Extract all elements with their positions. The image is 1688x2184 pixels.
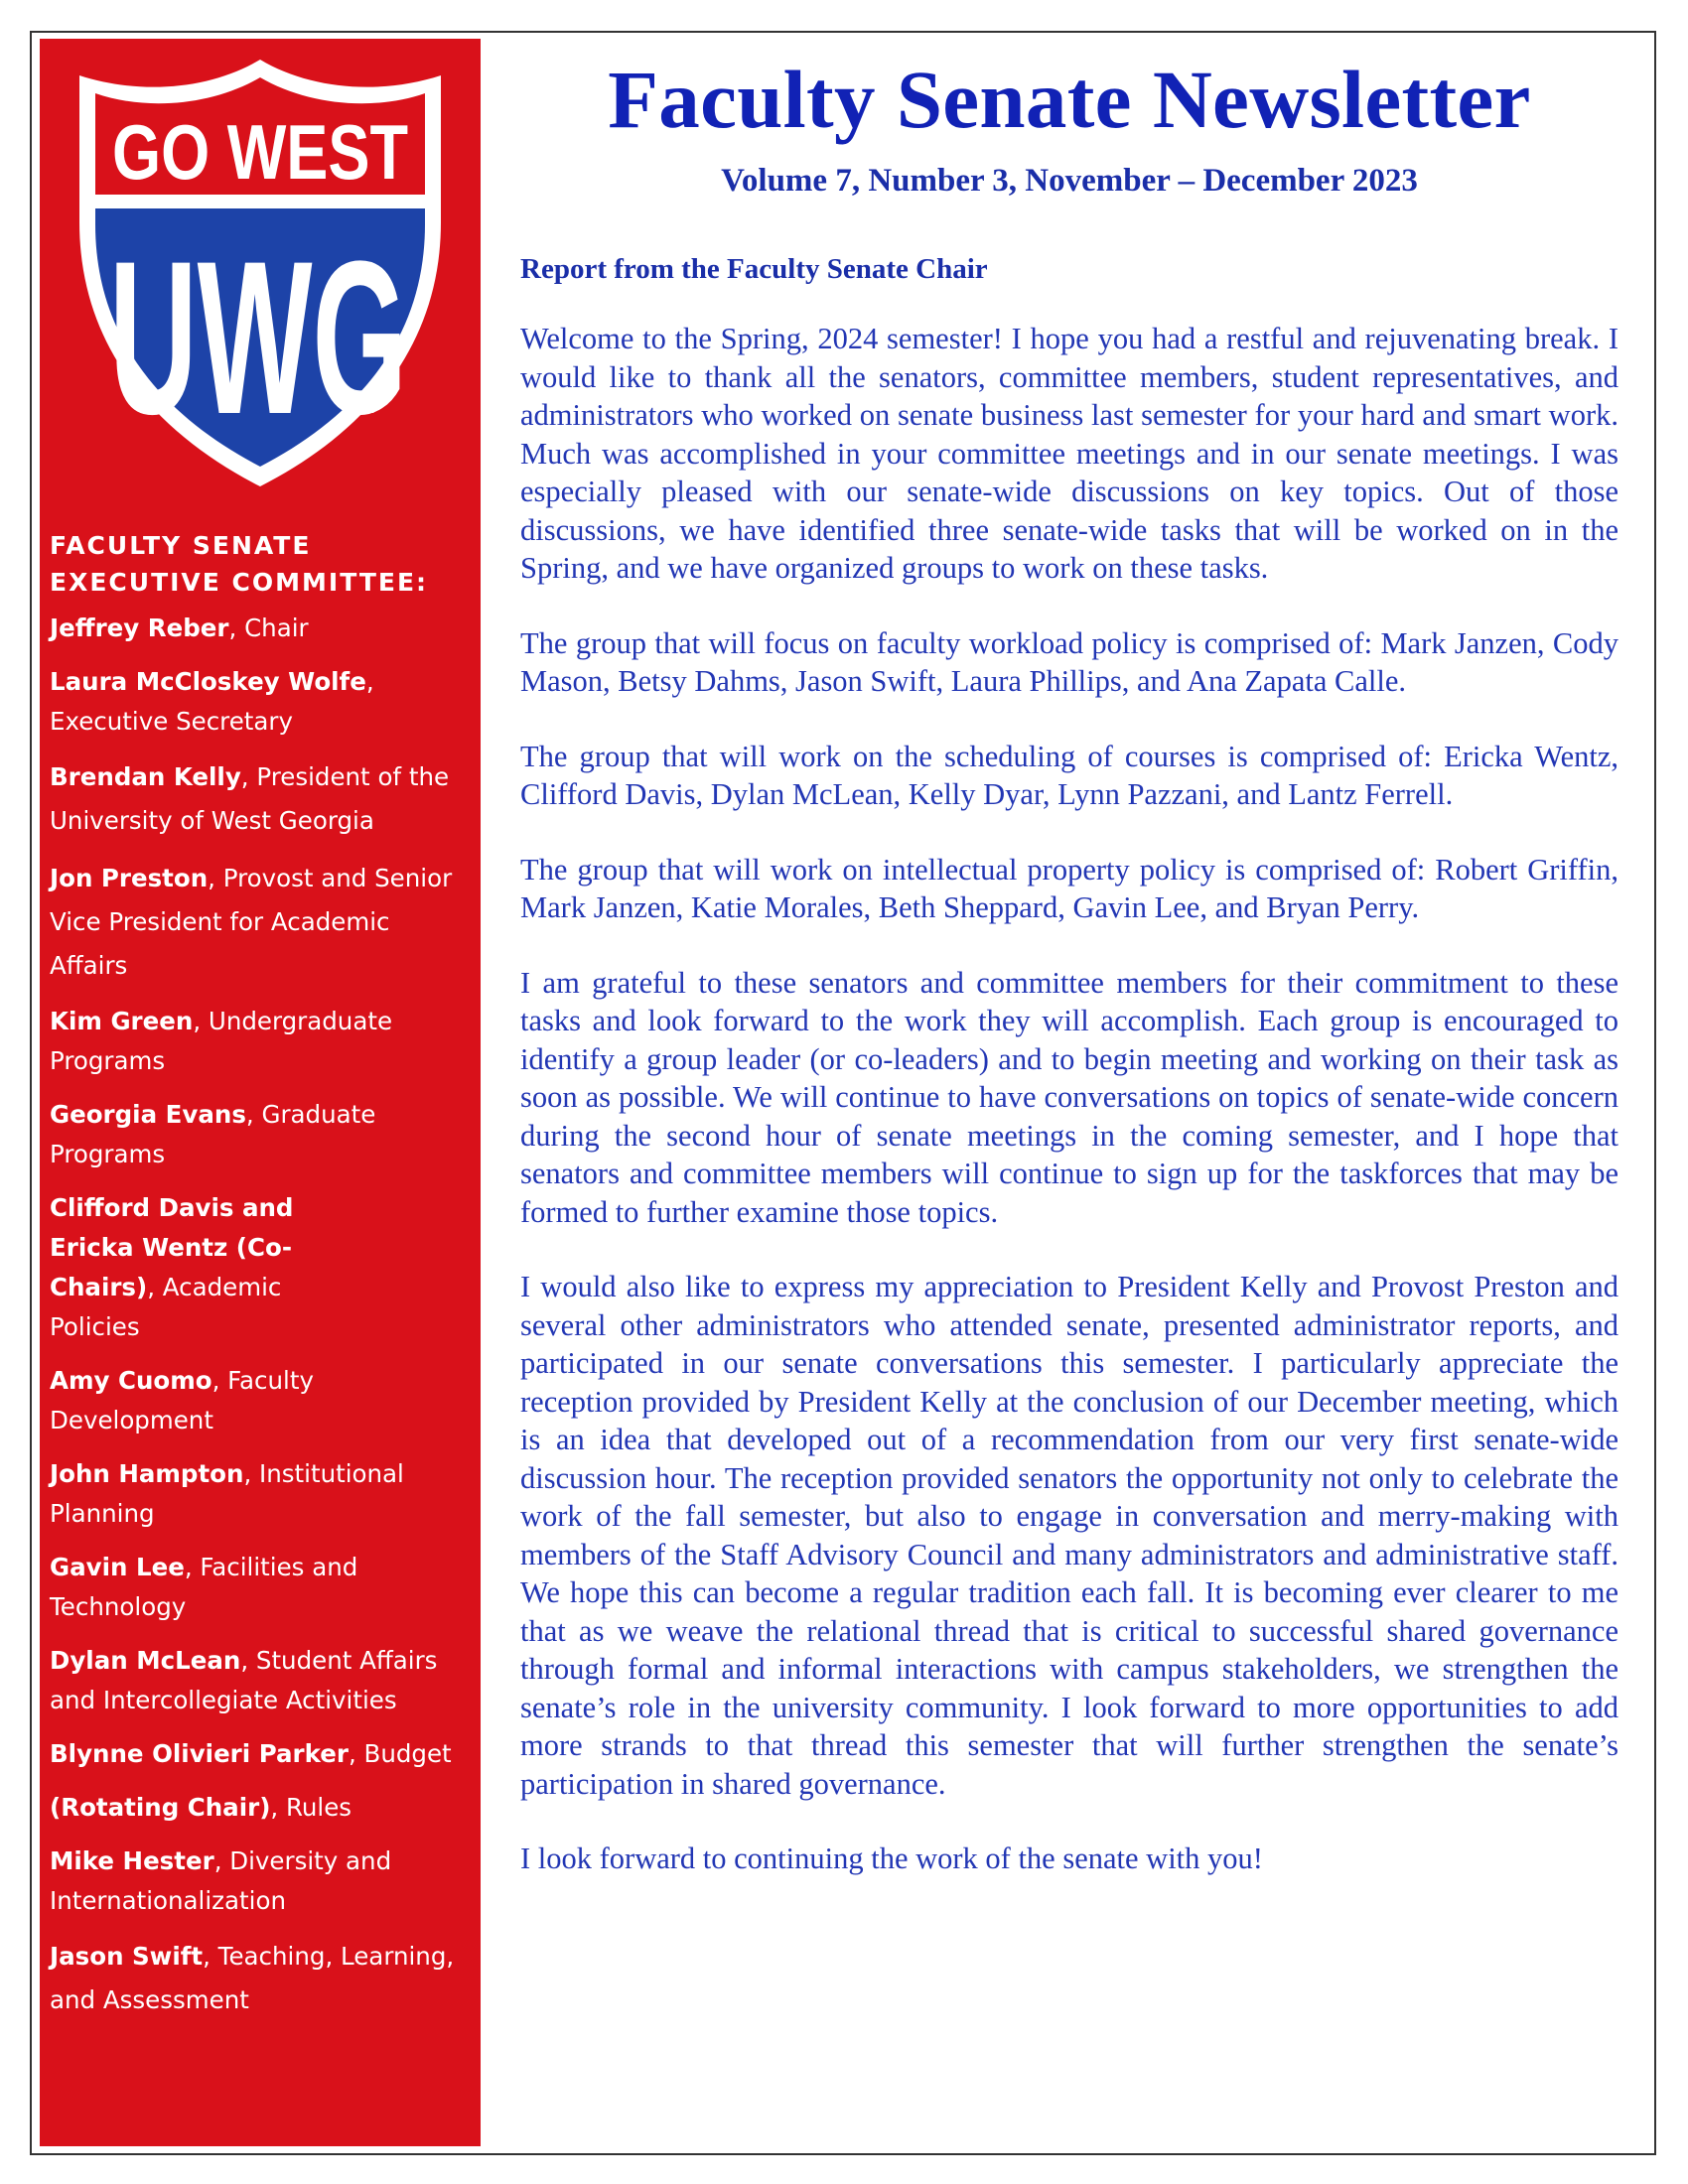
committee-heading-line1: FACULTY SENATE <box>50 531 312 560</box>
report-paragraph: The group that will focus on faculty workload policy is comprised of: Mark Janzen, Cody Mason, Betsy Dahms, Jason Swift, Laura Phillips, and Ana Zapata Calle. <box>520 625 1618 698</box>
member-role: , Graduate Programs <box>50 1100 376 1168</box>
member-name: Jeffrey Reber <box>50 614 229 642</box>
member-name: Gavin Lee <box>50 1553 185 1581</box>
committee-member <box>50 1002 477 1081</box>
member-role: , Faculty Development <box>50 1366 314 1434</box>
member-role: , Student Affairs and Intercollegiate Activities <box>50 1646 438 1714</box>
report-closing: I look forward to continuing the work of the senate with you! <box>520 1842 1263 1875</box>
committee-member <box>50 1548 477 1627</box>
committee-member <box>50 1734 477 1774</box>
member-name: Georgia Evans <box>50 1100 246 1129</box>
member-role: , Teaching, Learning, and Assessment <box>50 1942 455 2014</box>
logo-trademark: TM <box>353 400 375 417</box>
uwg-shield-logo <box>62 54 459 492</box>
report-heading: Report from the Faculty Senate Chair <box>520 253 988 285</box>
committee-member <box>50 1935 477 2022</box>
committee-member <box>50 662 477 742</box>
report-paragraph: The group that will work on intellectual property policy is comprised of: Robert Griffin, Mark Janzen, Katie Morales, Beth Sheppard, Gavin Lee, and Bryan Perry. <box>520 852 1618 924</box>
committee-member <box>50 1361 477 1440</box>
member-role: , Academic Policies <box>50 1273 282 1341</box>
member-name: John Hampton <box>50 1459 244 1488</box>
member-role: , Chair <box>228 614 309 642</box>
member-role: , President of the University of West Georgia <box>50 762 450 835</box>
member-name: Clifford Davis and Ericka Wentz (Co-Chairs) <box>50 1193 294 1301</box>
member-name: Dylan McLean <box>50 1646 241 1675</box>
member-role: , Executive Secretary <box>50 667 374 736</box>
member-role: , Budget <box>348 1739 452 1768</box>
committee-heading <box>50 527 477 601</box>
committee-member <box>50 1454 477 1534</box>
report-paragraph: I am grateful to these senators and committee members for their commitment to these tasks and look forward to the work they will accomplish. Each group is encouraged to identify a group leader (or co-leaders) and to begin meeting and working on their task as soon as possible. We will continue to have conversations on topics of senate-wide concern during the second hour of senate meetings in the coming semester, and I hope that senators and committee members will continue to sign up for the taskforces that may be formed to further examine those topics. <box>520 965 1618 1229</box>
member-name: Kim Green <box>50 1007 194 1035</box>
member-role: , Undergraduate Programs <box>50 1007 393 1075</box>
report-paragraph: I would also like to express my appreciation to President Kelly and Provost Preston and several other administrators who attended senate, presented administrator reports, and participated in our senate conversations this semester. I particularly appreciate the reception provided by President Kelly at the conclusion of our December meeting, which is an idea that developed out of a recommendation from our very first senate-wide discussion hour. The reception provided senators the opportunity not only to celebrate the work of the fall semester, but also to engage in conversation and merry-making with members of the Staff Advisory Council and many administrators and administrative staff. We hope this can become a regular tradition each fall. It is becoming ever clearer to me that as we weave the relational thread that is critical to successful shared governance through formal and informal interactions with campus stakeholders, we strengthen the senate’s role in the university community. I look forward to more opportunities to add more strands to that thread this semester that will further strengthen the senate’s participation in shared governance. <box>520 1270 1618 1801</box>
committee-member <box>50 1641 477 1720</box>
newsletter-main <box>520 50 1618 1878</box>
member-name: (Rotating Chair) <box>50 1793 271 1822</box>
sidebar <box>40 39 481 2146</box>
committee-member <box>50 1788 477 1828</box>
committee-member <box>50 755 477 843</box>
committee-member <box>50 857 477 988</box>
committee-member <box>50 609 477 648</box>
member-name: Jason Swift <box>50 1942 204 1971</box>
member-name: Mike Hester <box>50 1846 214 1875</box>
committee-member <box>50 1842 477 1921</box>
newsletter-issue: Volume 7, Number 3, November – December 2023 <box>721 163 1418 199</box>
member-role: , Rules <box>270 1793 352 1822</box>
member-name: Jon Preston <box>50 864 209 892</box>
member-role: , Provost and Senior Vice President for Academic Affairs <box>50 864 453 980</box>
report-paragraph: Welcome to the Spring, 2024 semester! I hope you had a restful and rejuvenating break. I would like to thank all the senators, committee members, student representatives, and administrators who worked on senate business last semester for your hard and smart work. Much was accomplished in your committee meetings and in our senate meetings. I was especially pleased with our senate-wide discussions on key topics. Out of those discussions, we have identified three senate-wide tasks that will be worked on in the Spring, and we have organized groups to work on these tasks. <box>520 322 1618 585</box>
member-role: , Facilities and Technology <box>50 1553 358 1621</box>
member-name: Amy Cuomo <box>50 1366 212 1395</box>
member-role: , Institutional Planning <box>50 1459 404 1528</box>
report-paragraph: The group that will work on the scheduling of courses is comprised of: Ericka Wentz, Clifford Davis, Dylan McLean, Kelly Dyar, Lynn Pazzani, and Lantz Ferrell. <box>520 739 1618 811</box>
member-role: , Diversity and Internationalization <box>50 1846 392 1915</box>
committee-member <box>50 1188 314 1347</box>
committee-member <box>50 1095 477 1174</box>
committee-heading-line2: EXECUTIVE COMMITTEE: <box>50 568 429 597</box>
newsletter-title: Faculty Senate Newsletter <box>608 54 1531 145</box>
logo-top-text: GO WEST <box>112 108 408 196</box>
executive-committee <box>50 527 477 2036</box>
member-name: Brendan Kelly <box>50 762 241 791</box>
member-name: Laura McCloskey Wolfe <box>50 667 366 696</box>
logo-main-text: UWG <box>109 215 407 460</box>
member-name: Blynne Olivieri Parker <box>50 1739 349 1768</box>
